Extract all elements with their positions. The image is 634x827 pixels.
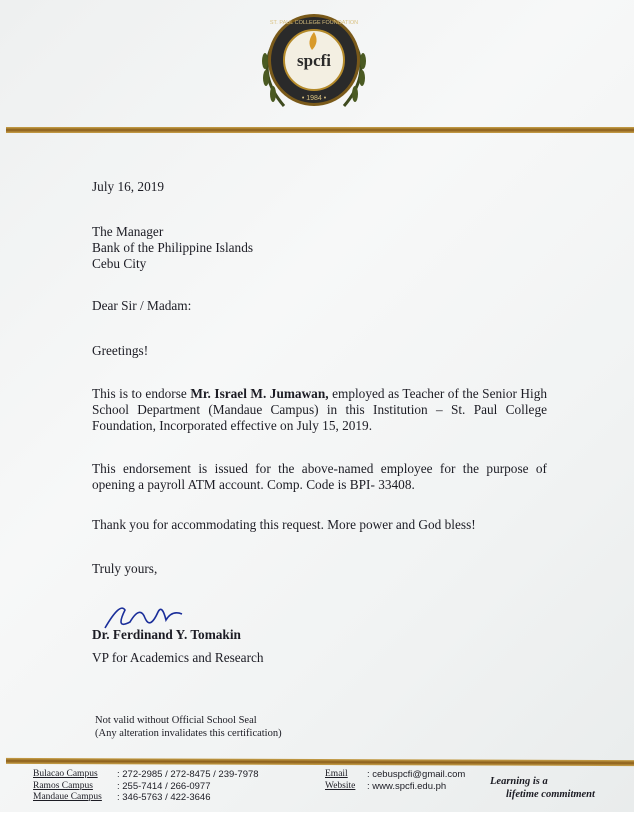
campus-names: Bulacao Campus Ramos Campus Mandaue Campus bbox=[33, 769, 102, 802]
recipient-block bbox=[92, 224, 253, 272]
contact-labels: Email Website bbox=[325, 769, 356, 791]
website-address: : www.spcfi.edu.ph bbox=[367, 780, 447, 792]
seal-note: Not valid without Official School Seal bbox=[95, 715, 257, 726]
header-divider bbox=[6, 127, 634, 133]
logo-monogram: spcfi bbox=[297, 51, 331, 70]
contact-values bbox=[367, 769, 465, 792]
letter-date: July 16, 2019 bbox=[92, 179, 165, 194]
campus-phones: : 272-2985 / 272-8475 / 239-7978 : 255-7414 / 266-0977 : 346-5763 / 422-3646 bbox=[117, 769, 259, 803]
recipient-line: Cebu City bbox=[92, 256, 147, 271]
greeting: Greetings! bbox=[92, 343, 149, 358]
svg-text:• 1984 •: • 1984 • bbox=[301, 95, 327, 102]
school-seal-logo bbox=[250, 6, 378, 120]
svg-text:ST. PAUL COLLEGE FOUNDATION: ST. PAUL COLLEGE FOUNDATION bbox=[269, 20, 359, 26]
recipient-line: The Manager bbox=[92, 224, 164, 239]
thanks-paragraph: Thank you for accommodating this request. More power and God bless! bbox=[92, 517, 476, 532]
purpose-paragraph: This endorsement is issued for the above-named employee for the purpose of opening a payroll ATM account. Comp. Code is BPI- 33408. bbox=[92, 461, 547, 492]
salutation: Dear Sir / Madam: bbox=[92, 298, 192, 313]
endorsement-paragraph: This is to endorse Mr. Israel M. Jumawan, employed as Teacher of the Senior High School Department (Mandaue Campus) in this Institution – St. Paul College Foundation, Incorporated effective on July 15, 2019. bbox=[92, 386, 548, 433]
closing: Truly yours, bbox=[92, 561, 158, 576]
footer-divider bbox=[6, 758, 634, 766]
recipient-line: Bank of the Philippine Islands bbox=[92, 240, 254, 255]
alteration-note: (Any alteration invalidates this certification) bbox=[95, 728, 282, 739]
signer-name: Dr. Ferdinand Y. Tomakin bbox=[92, 627, 241, 642]
school-motto: Learning is a lifetime commitment bbox=[490, 776, 595, 800]
employee-name: Mr. Israel M. Jumawan, bbox=[190, 386, 329, 401]
email-address: : cebuspcfi@gmail.com bbox=[367, 769, 466, 780]
signer-title: VP for Academics and Research bbox=[92, 650, 264, 665]
